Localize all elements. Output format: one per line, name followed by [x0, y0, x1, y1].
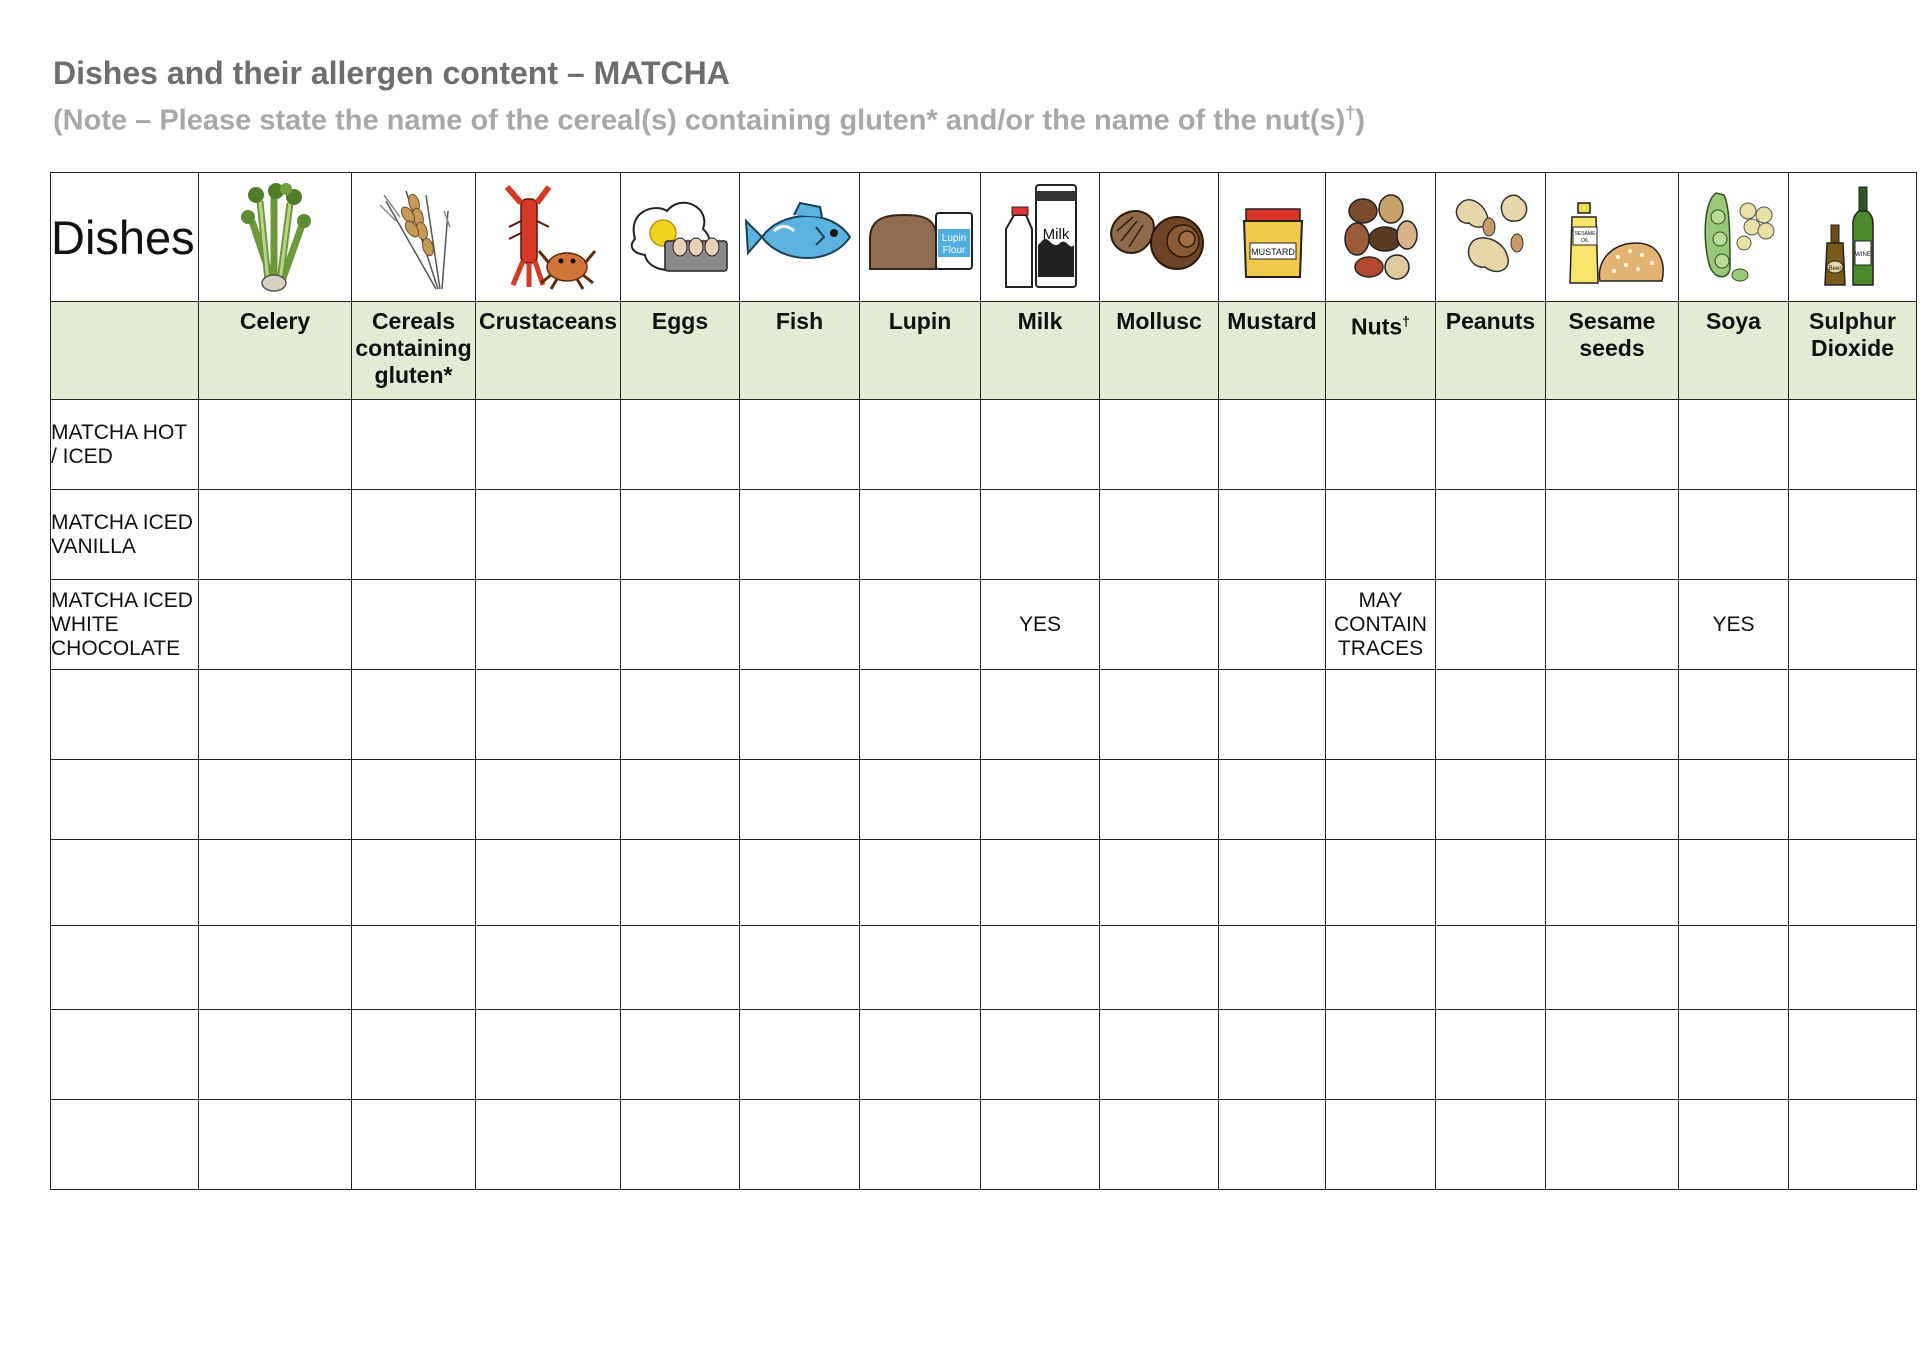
allergen-value-cell[interactable] [352, 926, 476, 1010]
fish-cell [740, 173, 860, 302]
allergen-value-cell[interactable] [476, 490, 621, 580]
allergen-value-cell[interactable] [1436, 926, 1546, 1010]
allergen-value-cell[interactable] [1436, 1100, 1546, 1190]
allergen-value-cell[interactable] [1436, 1010, 1546, 1100]
allergen-value-cell[interactable] [1219, 840, 1326, 926]
allergen-value-cell[interactable] [476, 840, 621, 926]
nuts-cell [1326, 173, 1436, 302]
allergen-name-eggs: Eggs [621, 302, 740, 400]
wheat-icon [366, 181, 462, 293]
soya-cell [1679, 173, 1789, 302]
svg-text:SESAME: SESAME [1574, 231, 1596, 237]
beer-wine-icon [1805, 181, 1901, 293]
allergen-name-nuts-text: Nuts [1351, 313, 1403, 340]
allergen-name-peanuts: Peanuts [1436, 302, 1546, 400]
allergen-value-cell[interactable] [981, 400, 1100, 490]
allergen-value-cell[interactable] [199, 1010, 352, 1100]
svg-text:MUSTARD: MUSTARD [1251, 247, 1295, 257]
allergen-value-cell[interactable] [1679, 670, 1789, 760]
allergen-value-cell[interactable] [199, 840, 352, 926]
dish-name-cell[interactable]: MATCHA ICED VANILLA [51, 490, 199, 580]
allergen-value-cell[interactable] [1679, 1010, 1789, 1100]
eggs-icon [625, 181, 735, 293]
allergen-value-cell[interactable] [1436, 580, 1546, 670]
allergen-value-cell[interactable]: YES [981, 580, 1100, 670]
allergen-value-cell[interactable] [1100, 1010, 1219, 1100]
table-row [51, 580, 1917, 670]
allergen-value-cell[interactable] [1100, 490, 1219, 580]
allergen-value-cell[interactable] [1100, 400, 1219, 490]
svg-text:OIL: OIL [1580, 238, 1590, 244]
nuts-dagger: † [1402, 313, 1410, 329]
allergen-value-cell[interactable] [476, 1100, 621, 1190]
allergen-value-cell[interactable] [1789, 1100, 1917, 1190]
allergen-name-sulphur: Sulphur Dioxide [1789, 302, 1917, 400]
allergen-name-sesame: Sesame seeds [1546, 302, 1679, 400]
lupin-flour-icon [864, 181, 976, 293]
allergen-value-cell[interactable] [1326, 1010, 1436, 1100]
table-row [51, 840, 1917, 926]
allergen-value-cell[interactable] [199, 1100, 352, 1190]
allergen-value-cell[interactable] [1679, 840, 1789, 926]
allergen-value-cell[interactable]: MAY CONTAIN TRACES [1326, 580, 1436, 670]
allergen-value-cell[interactable] [352, 400, 476, 490]
allergen-value-cell[interactable] [1219, 670, 1326, 760]
table-row [51, 1010, 1917, 1100]
allergen-value-cell[interactable] [1326, 670, 1436, 760]
allergen-name-milk: Milk [981, 302, 1100, 400]
allergen-value-cell[interactable] [352, 840, 476, 926]
table-row [51, 400, 1917, 490]
allergen-value-cell[interactable] [1679, 1100, 1789, 1190]
allergen-value-cell[interactable] [621, 840, 740, 926]
allergen-value-cell[interactable] [1326, 490, 1436, 580]
allergen-value-cell[interactable] [1546, 926, 1679, 1010]
allergen-value-cell[interactable] [621, 1100, 740, 1190]
dishes-blank-name-cell [51, 302, 199, 400]
allergen-value-cell[interactable] [740, 580, 860, 670]
fish-icon [744, 181, 856, 293]
dish-name-cell[interactable] [51, 1010, 199, 1100]
dish-name-cell[interactable] [51, 670, 199, 760]
allergen-value-cell[interactable] [981, 670, 1100, 760]
allergen-value-cell[interactable] [476, 580, 621, 670]
allergen-value-cell[interactable] [199, 926, 352, 1010]
allergen-name-mustard: Mustard [1219, 302, 1326, 400]
allergen-value-cell[interactable] [1436, 760, 1546, 840]
dish-name-cell[interactable] [51, 1100, 199, 1190]
cereals-cell [352, 173, 476, 302]
allergen-value-cell[interactable] [1789, 840, 1917, 926]
allergen-value-cell[interactable] [740, 840, 860, 926]
allergen-value-cell[interactable] [199, 760, 352, 840]
allergen-value-cell[interactable]: YES [1679, 580, 1789, 670]
allergen-value-cell[interactable] [981, 926, 1100, 1010]
svg-text:Lupin: Lupin [941, 233, 967, 244]
allergen-value-cell[interactable] [476, 1010, 621, 1100]
allergen-value-cell[interactable] [1546, 1010, 1679, 1100]
dish-name-cell[interactable]: MATCHA HOT / ICED [51, 400, 199, 490]
allergen-value-cell[interactable] [621, 580, 740, 670]
sesame-icon [1556, 181, 1668, 293]
note-close: ) [1355, 104, 1366, 137]
nuts-icon [1333, 181, 1429, 293]
allergen-name-cereals-text: Cereals containing gluten* [355, 308, 472, 388]
allergen-value-cell[interactable] [352, 1010, 476, 1100]
allergen-value-cell[interactable] [740, 1010, 860, 1100]
celery-cell [199, 173, 352, 302]
allergen-value-cell[interactable] [860, 1010, 981, 1100]
allergen-value-cell[interactable] [1789, 926, 1917, 1010]
allergen-value-cell[interactable] [1219, 1100, 1326, 1190]
allergen-value-cell[interactable] [1326, 1100, 1436, 1190]
allergen-value-cell[interactable] [1100, 760, 1219, 840]
allergen-value-cell[interactable] [1679, 760, 1789, 840]
allergen-value-cell[interactable] [1219, 400, 1326, 490]
table-row [51, 490, 1917, 580]
allergen-value-cell[interactable] [199, 490, 352, 580]
allergen-value-cell[interactable] [1100, 1100, 1219, 1190]
allergen-value-cell[interactable] [1100, 670, 1219, 760]
allergen-value-cell[interactable] [476, 926, 621, 1010]
allergen-value-cell[interactable] [740, 1100, 860, 1190]
dish-name-cell[interactable] [51, 926, 199, 1010]
allergen-value-cell[interactable] [476, 670, 621, 760]
allergen-value-cell[interactable] [199, 580, 352, 670]
allergen-value-cell[interactable] [981, 490, 1100, 580]
allergen-value-cell[interactable] [1789, 760, 1917, 840]
mustard-cell [1219, 173, 1326, 302]
allergen-value-cell[interactable] [1546, 840, 1679, 926]
allergen-value-cell[interactable] [352, 1100, 476, 1190]
allergen-name-fish: Fish [740, 302, 860, 400]
lobster-crab-icon [493, 181, 603, 293]
allergen-value-cell[interactable] [621, 400, 740, 490]
allergen-value-cell[interactable] [1546, 580, 1679, 670]
celery-icon [230, 181, 320, 293]
allergen-name-mollusc: Mollusc [1100, 302, 1219, 400]
allergen-name-soya: Soya [1679, 302, 1789, 400]
allergen-value-cell[interactable] [981, 1100, 1100, 1190]
allergen-value-cell[interactable] [860, 760, 981, 840]
dish-name-cell[interactable]: MATCHA ICED WHITE CHOCOLATE [51, 580, 199, 670]
note-text [53, 103, 1365, 138]
allergen-value-cell[interactable] [740, 400, 860, 490]
allergen-value-cell[interactable] [1546, 760, 1679, 840]
icon-row [51, 173, 1917, 302]
svg-text:Beer: Beer [1828, 266, 1841, 272]
allergen-value-cell[interactable] [1100, 926, 1219, 1010]
page-title: Dishes and their allergen content – MATCHA [53, 55, 730, 91]
allergen-value-cell[interactable] [1436, 670, 1546, 760]
allergen-value-cell[interactable] [1679, 490, 1789, 580]
allergen-value-cell[interactable] [981, 840, 1100, 926]
milk-icon [992, 181, 1088, 293]
allergen-value-cell[interactable] [352, 580, 476, 670]
allergen-value-cell[interactable] [981, 1010, 1100, 1100]
allergen-value-cell[interactable] [1789, 490, 1917, 580]
allergen-value-cell[interactable] [476, 400, 621, 490]
allergen-value-cell[interactable] [1100, 840, 1219, 926]
sesame-cell [1546, 173, 1679, 302]
note-dagger: † [1345, 103, 1356, 123]
allergen-value-cell[interactable] [621, 670, 740, 760]
allergen-value-cell[interactable] [1436, 840, 1546, 926]
svg-text:Milk: Milk [1042, 226, 1070, 243]
allergen-name-cereals [352, 302, 476, 400]
allergen-value-cell[interactable] [1679, 926, 1789, 1010]
shells-icon [1103, 181, 1215, 293]
allergen-table [50, 172, 1917, 1190]
allergen-value-cell[interactable] [1679, 400, 1789, 490]
allergen-value-cell[interactable] [860, 926, 981, 1010]
allergen-value-cell[interactable] [1546, 400, 1679, 490]
allergen-names-row [51, 302, 1917, 400]
allergen-name-celery: Celery [199, 302, 352, 400]
allergen-value-cell[interactable] [1100, 580, 1219, 670]
allergen-value-cell[interactable] [1326, 760, 1436, 840]
allergen-value-cell[interactable] [1789, 1010, 1917, 1100]
allergen-value-cell[interactable] [1789, 580, 1917, 670]
allergen-value-cell[interactable] [860, 400, 981, 490]
allergen-value-cell[interactable] [1219, 490, 1326, 580]
mustard-jar-icon [1232, 181, 1312, 293]
allergen-value-cell[interactable] [860, 670, 981, 760]
allergen-value-cell[interactable] [476, 760, 621, 840]
allergen-value-cell[interactable] [199, 400, 352, 490]
allergen-value-cell[interactable] [1789, 400, 1917, 490]
allergen-value-cell[interactable] [621, 760, 740, 840]
soya-icon [1686, 181, 1782, 293]
allergen-value-cell[interactable] [621, 926, 740, 1010]
allergen-value-cell[interactable] [740, 490, 860, 580]
allergen-value-cell[interactable] [860, 490, 981, 580]
allergen-value-cell[interactable] [860, 840, 981, 926]
allergen-value-cell[interactable] [740, 926, 860, 1010]
dish-name-cell[interactable] [51, 760, 199, 840]
allergen-value-cell[interactable] [621, 490, 740, 580]
allergen-value-cell[interactable] [981, 760, 1100, 840]
allergen-value-cell[interactable] [1326, 926, 1436, 1010]
allergen-value-cell[interactable] [860, 580, 981, 670]
peanuts-icon [1443, 181, 1539, 293]
allergen-value-cell[interactable] [352, 670, 476, 760]
table-row [51, 760, 1917, 840]
allergen-value-cell[interactable] [1219, 1010, 1326, 1100]
table-row [51, 670, 1917, 760]
table-row [51, 1100, 1917, 1190]
allergen-value-cell[interactable] [1546, 1100, 1679, 1190]
allergen-value-cell[interactable] [1789, 670, 1917, 760]
allergen-value-cell[interactable] [1546, 490, 1679, 580]
svg-text:WINE: WINE [1854, 252, 1871, 258]
allergen-value-cell[interactable] [621, 1010, 740, 1100]
dishes-header: Dishes [51, 173, 199, 302]
allergen-value-cell[interactable] [1326, 400, 1436, 490]
allergen-value-cell[interactable] [352, 760, 476, 840]
dish-name-cell[interactable] [51, 840, 199, 926]
crustaceans-cell [476, 173, 621, 302]
allergen-value-cell[interactable] [352, 490, 476, 580]
allergen-value-cell[interactable] [1219, 760, 1326, 840]
table-row [51, 926, 1917, 1010]
allergen-value-cell[interactable] [740, 670, 860, 760]
note-main: (Note – Please state the name of the cereal(s) containing gluten* and/or the name of the nut(s) [53, 104, 1346, 137]
lupin-cell [860, 173, 981, 302]
allergen-value-cell[interactable] [199, 670, 352, 760]
sulphur-cell [1789, 173, 1917, 302]
allergen-value-cell[interactable] [1436, 400, 1546, 490]
allergen-name-lupin: Lupin [860, 302, 981, 400]
peanuts-cell [1436, 173, 1546, 302]
mollusc-cell [1100, 173, 1219, 302]
allergen-value-cell[interactable] [1436, 490, 1546, 580]
eggs-cell [621, 173, 740, 302]
allergen-value-cell[interactable] [1326, 840, 1436, 926]
allergen-value-cell[interactable] [1219, 580, 1326, 670]
allergen-name-crustaceans: Crustaceans [476, 302, 621, 400]
allergen-name-nuts [1326, 302, 1436, 400]
milk-cell [981, 173, 1100, 302]
allergen-value-cell[interactable] [1546, 670, 1679, 760]
dish-rows [51, 400, 1917, 1190]
allergen-value-cell[interactable] [740, 760, 860, 840]
allergen-value-cell[interactable] [1219, 926, 1326, 1010]
svg-text:Flour: Flour [942, 245, 966, 256]
allergen-value-cell[interactable] [860, 1100, 981, 1190]
